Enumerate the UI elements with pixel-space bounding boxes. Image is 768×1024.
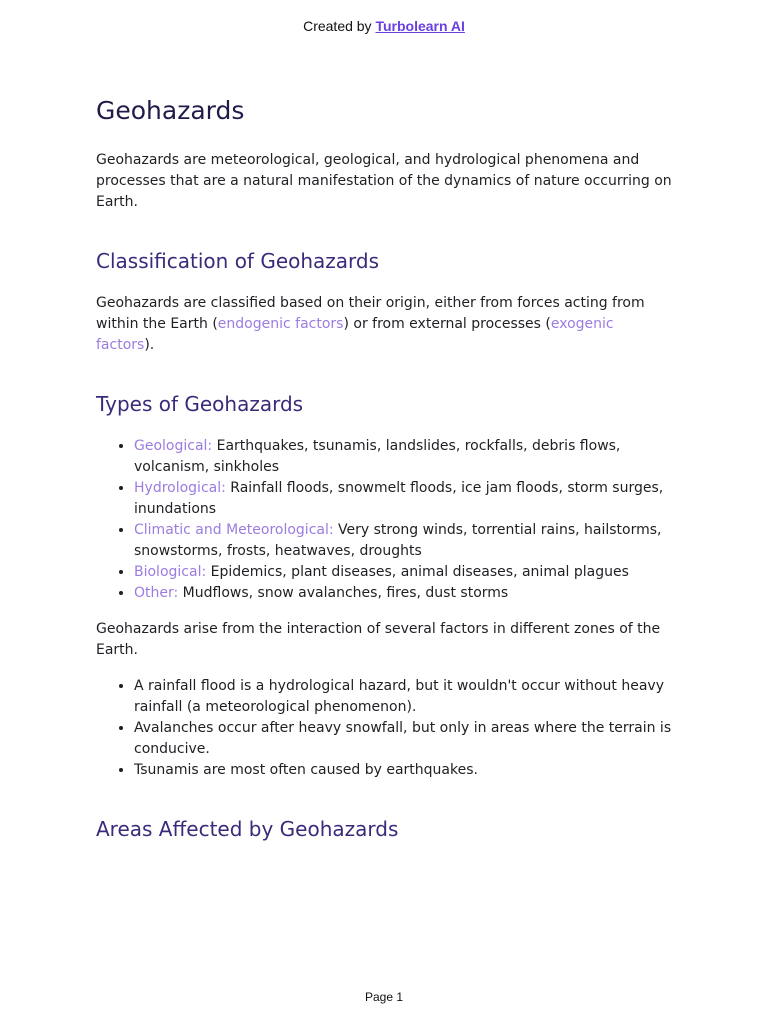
- list-item: • A rainfall flood is a hydrological hazard, but it wouldn't occur without heavy rainfall (a meteorological phenomenon).: [134, 676, 676, 718]
- type-description: Mudflows, snow avalanches, fires, dust storms: [178, 585, 509, 601]
- page-title: Geohazards: [96, 96, 245, 125]
- turbolearn-link[interactable]: Turbolearn AI: [375, 18, 465, 34]
- areas-heading: Areas Affected by Geohazards: [96, 817, 399, 841]
- classification-text-before: Geohazards are classified based on their origin, either from forces acting from within the Earth (: [96, 295, 645, 332]
- type-description: Earthquakes, tsunamis, landslides, rockfalls, debris flows, volcanism, sinkholes: [134, 438, 621, 475]
- list-item: • Tsunamis are most often caused by earthquakes.: [134, 760, 676, 781]
- type-label: Climatic and Meteorological:: [134, 522, 334, 538]
- list-item-biological: [134, 562, 676, 583]
- type-label: Biological:: [134, 564, 207, 580]
- type-label: Other:: [134, 585, 179, 601]
- classification-paragraph: [96, 293, 676, 356]
- list-item-geological: [134, 436, 676, 478]
- list-item-other: [134, 583, 676, 604]
- classification-heading: Classification of Geohazards: [96, 249, 380, 273]
- created-by-label: Created by: [303, 18, 372, 34]
- type-description: Epidemics, plant diseases, animal diseases, animal plagues: [206, 564, 629, 580]
- list-item-climatic: [134, 520, 676, 562]
- examples-list: [96, 676, 676, 781]
- list-item: • Avalanches occur after heavy snowfall, but only in areas where the terrain is conducive.: [134, 718, 676, 760]
- types-list: [96, 436, 676, 604]
- type-label: Geological:: [134, 438, 213, 454]
- list-item-hydrological: [134, 478, 676, 520]
- exogenic-factors-highlight: exogenic factors: [96, 316, 614, 353]
- document-body: [96, 96, 676, 841]
- interaction-paragraph: Geohazards arise from the interaction of several factors in different zones of the Earth.: [96, 621, 661, 658]
- classification-text-middle: ) or from external processes (: [343, 316, 551, 332]
- classification-text-after: ).: [144, 337, 155, 353]
- types-heading: Types of Geohazards: [96, 392, 304, 416]
- intro-paragraph: Geohazards are meteorological, geological, and hydrological phenomena and processes that are a natural manifestation of the dynamics of nature occurring on Earth.: [96, 152, 672, 210]
- page-header: [0, 18, 768, 34]
- page-number: Page 1: [364, 990, 404, 1004]
- type-label: Hydrological:: [134, 480, 226, 496]
- type-description: Rainfall floods, snowmelt floods, ice jam floods, storm surges, inundations: [134, 480, 664, 517]
- endogenic-factors-highlight: endogenic factors: [217, 316, 344, 332]
- type-description: Very strong winds, torrential rains, hailstorms, snowstorms, frosts, heatwaves, droughts: [134, 522, 662, 559]
